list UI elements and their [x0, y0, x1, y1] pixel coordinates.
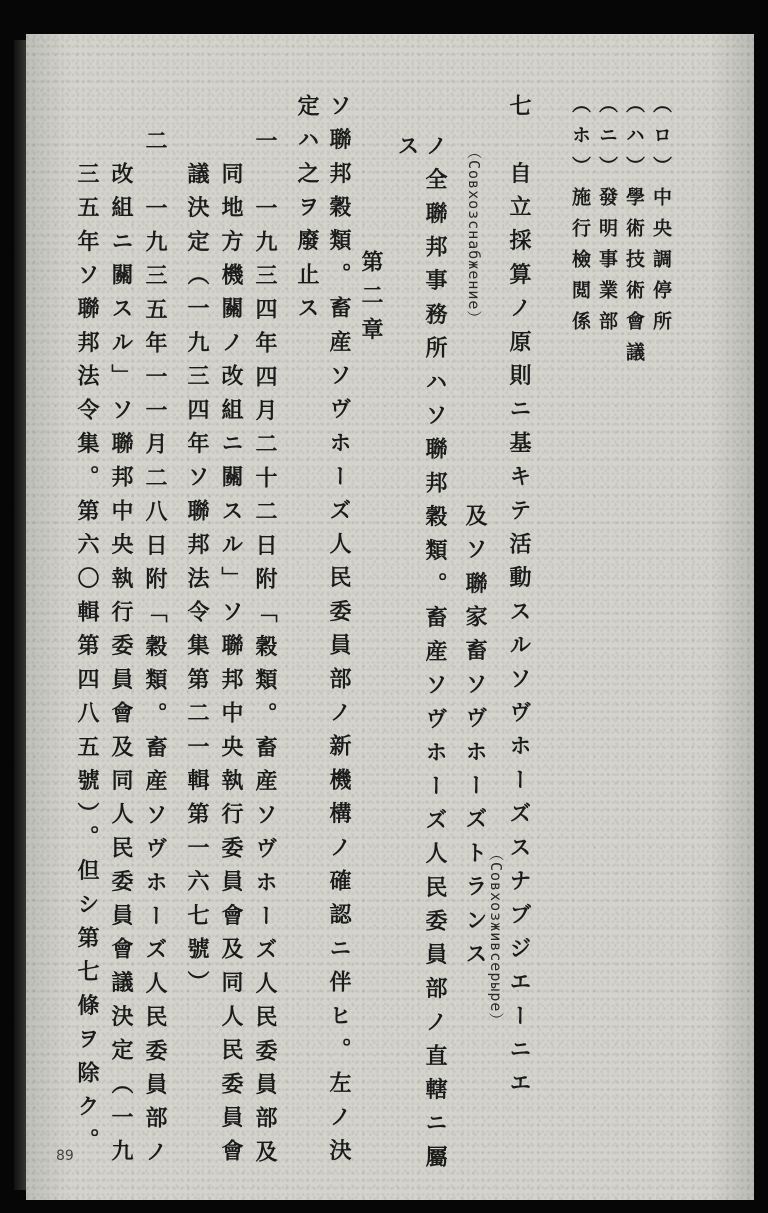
item-2-line-2: 改組ニ關スル」ソ聯邦中央執行委員會及同人民委員會議決定（一九: [108, 162, 134, 1173]
document-page: [26, 34, 754, 1200]
item-ro: （ロ）中央調停所: [650, 94, 672, 342]
chapter-intro-line-2: 定ハ之ヲ廢止ス: [294, 94, 320, 330]
russian-note-2: （Совхозживсерыре）: [487, 846, 505, 1029]
item-ni: （ニ）發明事業部: [596, 94, 618, 342]
section-7-line-2: 及ソ聯家畜ソヴホーズトランス: [462, 504, 488, 976]
item-ha: （ハ）學術技術會議: [623, 94, 645, 373]
section-7-line-4: ス: [394, 134, 420, 168]
section-7-line-1: 七 自立採算ノ原則ニ基キテ活動スルソヴホーズスナブジエーニエ: [506, 94, 532, 1105]
item-2-line-1: 二 一九三五年一一月二八日附「穀類。畜産ソヴホーズ人民委員部ノ: [142, 129, 168, 1174]
item-1-line-3: 議決定（一九三四年ソ聯邦法令集第二一輯第一六七號）: [184, 162, 210, 1005]
chapter-heading: 第二章: [358, 250, 384, 352]
item-1-line-2: 同地方機關ノ改組ニ關スル」ソ聯邦中央執行委員會及同人民委員會: [218, 162, 244, 1173]
section-7-line-3: ノ全聯邦事務所ハソ聯邦穀類。畜産ソヴホーズ人民委員部ノ直轄ニ屬: [422, 134, 448, 1179]
page-number: 89: [56, 1148, 74, 1164]
russian-note-1: （Совхозснабжение）: [465, 144, 483, 327]
item-1-line-1: 一 一九三四年四月二十二日附「穀類。畜産ソヴホーズ人民委員部及: [252, 129, 278, 1174]
item-2-line-3: 三五年ソ聯邦法令集。第六〇輯第四八五號）。但シ第七條ヲ除ク。: [74, 162, 100, 1162]
item-ho: （ホ）施行檢閲係: [569, 94, 591, 342]
chapter-intro-line-1: ソ聯邦穀類。畜産ソヴホーズ人民委員部ノ新機構ノ確認ニ伴ヒ。左ノ決: [326, 94, 352, 1173]
